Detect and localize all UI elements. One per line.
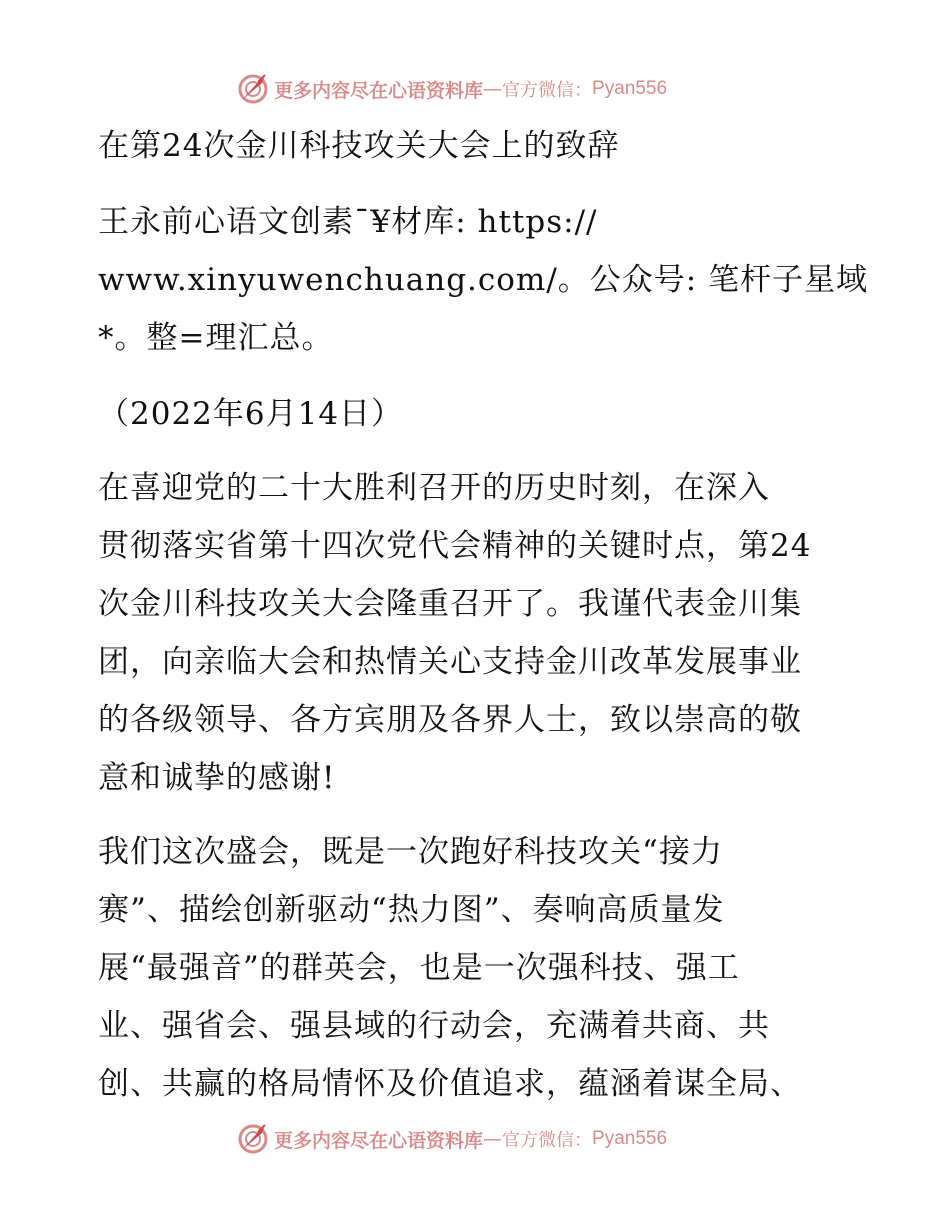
- header-watermark: [236, 72, 756, 106]
- quill-logo-icon: [236, 1122, 270, 1156]
- paragraph-1-line-4: 团，向亲临大会和热情关心支持金川改革发展事业: [98, 644, 802, 680]
- paragraph-1-line-3: 次金川科技攻关大会隆重召开了。我谨代表金川集: [98, 586, 802, 622]
- author-line-1: 王永前心语文创素¯¥材库: https://: [98, 204, 598, 240]
- document-title: 在第24次金川科技攻关大会上的致辞: [98, 128, 620, 164]
- paragraph-1-line-5: 的各级领导、各方宾朋及各界人士，致以崇高的敬: [98, 702, 802, 738]
- paragraph-2-line-5: 创、共赢的格局情怀及价值追求，蕴涵着谋全局、: [98, 1066, 802, 1102]
- watermark-site-text: 更多内容尽在心语资料库: [274, 79, 484, 102]
- watermark-wechat-label: 官方微信：: [502, 80, 593, 101]
- paragraph-2-line-2: 赛”、描绘创新驱动“热力图”、奏响高质量发: [98, 892, 725, 928]
- author-line-2: www.xinyuwenchuang.com/。公众号: 笔杆子星域: [98, 262, 869, 298]
- footer-watermark: [236, 1122, 756, 1156]
- watermark-separator: —: [483, 78, 503, 100]
- quill-logo-icon: [236, 72, 270, 106]
- watermark-site-text: 更多内容尽在心语资料库: [274, 1129, 484, 1152]
- paragraph-1-line-6: 意和诚挚的感谢!: [98, 760, 336, 796]
- paragraph-1-line-2: 贯彻落实省第十四次党代会精神的关键时点，第24: [98, 528, 812, 564]
- watermark-wechat-id: Pyan556: [592, 78, 668, 99]
- watermark-wechat-label: 官方微信：: [502, 1130, 593, 1151]
- author-line-3: *。整=理汇总。: [98, 320, 334, 356]
- paragraph-2-line-1: 我们这次盛会，既是一次跑好科技攻关“接力: [98, 834, 723, 870]
- paragraph-1-line-1: 在喜迎党的二十大胜利召开的历史时刻，在深入: [98, 470, 770, 506]
- watermark-separator: —: [483, 1128, 503, 1150]
- watermark-wechat-id: Pyan556: [592, 1128, 668, 1149]
- paragraph-2-line-3: 展“最强音”的群英会，也是一次强科技、强工: [98, 950, 740, 986]
- document-date: （2022年6月14日）: [98, 396, 404, 432]
- paragraph-2-line-4: 业、强省会、强县域的行动会，充满着共商、共: [98, 1008, 770, 1044]
